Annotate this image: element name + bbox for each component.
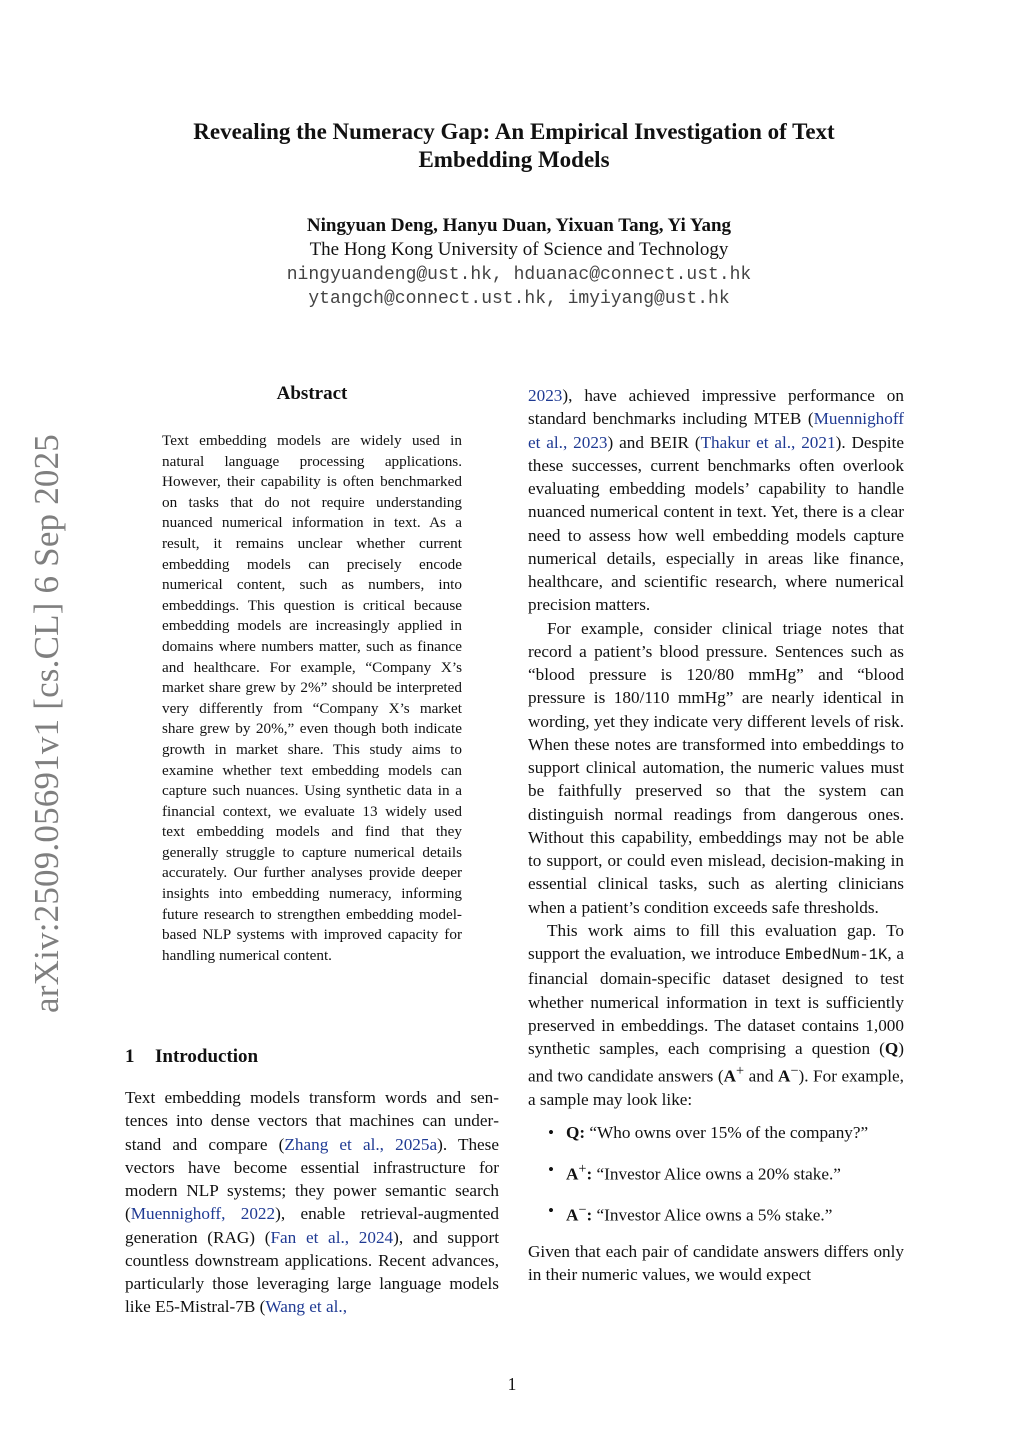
paragraph-clinical-example: For example, consider clinical triage notes that record a patient’s blood pressure. Sentences such as “blood pressure is 120/80 mmHg” and “blood pressure is 180/110 mmHg” are nearly identical in wording, yet they indicate very different levels of risk. When these notes are transformed into embeddings to support clinical automation, the numeric values must be faithfully preserved so that the system can distinguish normal readings from dangerous ones. Without this capability, embeddings may not be able to support, or could even mislead, decision-making in essential clinical tasks, such as alerting clinicians when a patient’s condition exceeds safe thresholds.: [528, 618, 904, 917]
math-q: Q: [884, 1039, 899, 1058]
list-item: [548, 1158, 904, 1186]
citation-link[interactable]: Zhang et al., 2025a: [284, 1134, 438, 1154]
section-title: Introduction: [155, 1046, 259, 1067]
example-label-colon: :: [586, 1205, 593, 1225]
bullet-icon: •: [548, 1200, 555, 1220]
example-label: A: [566, 1205, 579, 1225]
text-run: ), enable retrieval-augmented generation (RAG) (: [125, 1204, 499, 1247]
title-line-2: Embedding Models: [418, 147, 610, 172]
email-line-1: ningyuandeng@ust.hk, hduanac@connect.ust.hk: [286, 265, 752, 285]
text-run: , a financial domain-specific dataset designed to test whether numerical information in text is sufficiently preserved in embeddings. The dataset contains 1,000 synthetic samples, each comprising a question (: [528, 944, 904, 1058]
section-heading-introduction: [125, 1046, 497, 1068]
example-label-colon: :: [579, 1123, 586, 1143]
text-run: ) and two candidate answers (: [528, 1039, 904, 1086]
abstract-heading: Abstract: [276, 383, 348, 404]
citation-link[interactable]: Thakur et al., 2021: [700, 432, 836, 452]
text-run: Text embedding models transform words and sentences into dense vectors that machines can understand and compare (: [125, 1088, 499, 1154]
example-label-colon: :: [586, 1164, 593, 1184]
superscript-plus: +: [736, 1063, 745, 1080]
text-run: and: [744, 1066, 778, 1086]
text-run: This work aims to fill this evaluation gap. To support the evaluation, we introduce: [528, 920, 904, 963]
math-a-plus: A: [723, 1066, 737, 1086]
title-line-1: Revealing the Numeracy Gap: An Empirical Investigation of Text: [193, 119, 835, 144]
left-column-body: [125, 1086, 499, 1319]
intro-paragraph-1: [125, 1086, 499, 1319]
right-column-body: [528, 384, 904, 1286]
paper-title: [120, 118, 908, 174]
page-number: 1: [507, 1374, 517, 1394]
abstract-text: Text embedding models are widely used in natural language processing applications. However, their capability is often benchmarked on tasks that do not require understanding nuanced numerical information in text. As a result, it remains unclear whether current embedding models can precisely encode numerical content, such as numbers, into embeddings. This question is critical because embedding models are increasingly applied in domains where numbers matter, such as finance and healthcare. For example, “Company X’s market share grew by 2%” should be interpreted very differently from “Company X’s market share grew by 20%,” even though both indicate growth in market share. This study aims to examine whether text embedding models can capture such nuances. Using synthetic data in a financial context, we evaluate 13 widely used text embedding models and find that they generally struggle to capture numerical details accurately. Our further analyses provide deeper insights into embedding numeracy, informing future research to strengthen embedding model-based NLP systems with improved capacity for handling numerical content.: [162, 432, 462, 964]
paragraph-dataset: [528, 919, 904, 1112]
text-run: ). These vectors have become essential infrastructure for modern NLP systems; they power semantic search (: [125, 1134, 499, 1224]
citation-link[interactable]: 2023: [528, 386, 563, 405]
email-line-2: ytangch@connect.ust.hk, imyiyang@ust.hk: [308, 289, 730, 309]
paragraph-continued: [528, 384, 904, 617]
example-text: “Investor Alice owns a 20% stake.”: [596, 1164, 841, 1184]
math-a-minus: A: [778, 1066, 791, 1086]
example-list: [528, 1121, 904, 1226]
example-superscript: +: [578, 1160, 587, 1177]
example-label: A: [566, 1164, 579, 1184]
dataset-name: EmbedNum-1K: [785, 946, 888, 964]
citation-link[interactable]: Wang et al.,: [265, 1297, 348, 1317]
list-item: [548, 1121, 904, 1144]
bullet-icon: •: [548, 1123, 555, 1143]
example-text: “Who owns over 15% of the company?”: [589, 1123, 869, 1143]
list-item: [548, 1199, 904, 1227]
text-run: ). Despite these successes, current benchmarks often overlook evaluating embedding models’ capability to handle nuanced numerical content in text. Yet, there is a clear need to assess how well embedding models capture numerical details, especially in areas like finance, healthcare, and scientific research, where numerical precision matters.: [528, 432, 904, 615]
author-list: Ningyuan Deng, Hanyu Duan, Yixuan Tang, Yi Yang: [306, 215, 732, 236]
affiliation: The Hong Kong University of Science and Technology: [309, 239, 729, 260]
text-run: ). For example, a sample may look like:: [528, 1066, 904, 1110]
citation-link[interactable]: Muennighoff et al., 2023: [528, 409, 904, 452]
section-number: 1: [125, 1046, 135, 1067]
citation-link[interactable]: Muennighoff, 2022: [130, 1204, 276, 1224]
text-run: ), have achieved impressive performance on standard benchmarks including MTEB (: [528, 386, 904, 429]
example-label: Q: [566, 1123, 580, 1143]
superscript-minus: −: [790, 1063, 799, 1080]
arxiv-identifier: arXiv:2509.05691v1 [cs.CL] 6 Sep 2025: [27, 433, 66, 1013]
example-superscript: −: [578, 1201, 587, 1218]
text-run: ) and BEIR (: [607, 432, 701, 452]
text-run: ), and support countless downstream applications. Recent advances, particularly those leveraging large language models like E5-Mistral-7B (: [125, 1227, 499, 1317]
example-text: “Investor Alice owns a 5% stake.”: [596, 1205, 833, 1225]
bullet-icon: •: [548, 1159, 555, 1179]
paragraph-expectation: Given that each pair of candidate answers differs only in their numeric values, we would expect: [528, 1241, 904, 1284]
citation-link[interactable]: Fan et al., 2024: [270, 1227, 394, 1247]
